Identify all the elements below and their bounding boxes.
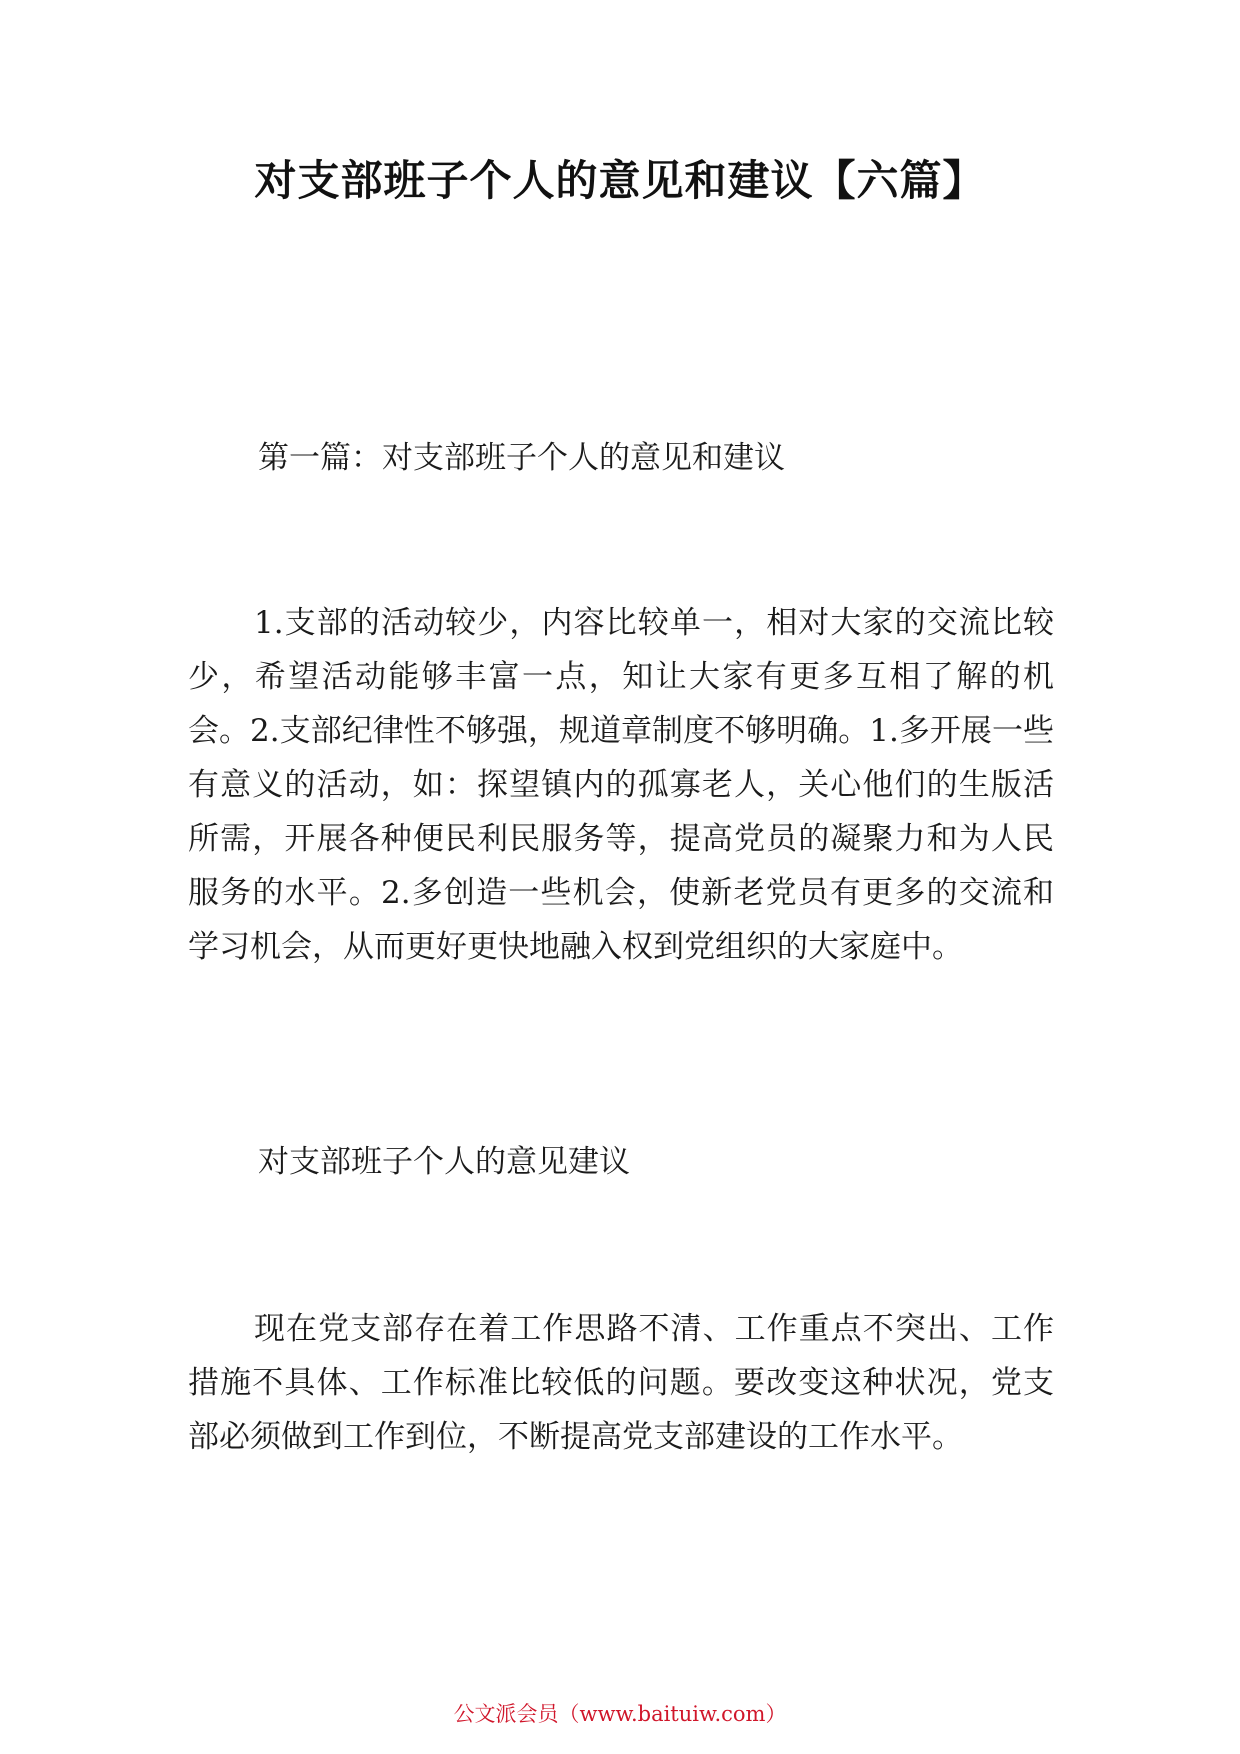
section-2-heading: 对支部班子个人的意见建议: [258, 1144, 630, 1180]
document-title: 对支部班子个人的意见和建议【六篇】: [254, 156, 986, 205]
section-1-paragraph: 1.支部的活动较少，内容比较单一，相对大家的交流比较少，希望活动能够丰富一点，知让大家有更多互相了解的机会。2.支部纪律性不够强，规道章制度不够明确。1.多开展一些有意义的活动，如：探望镇内的孤寡老人，关心他们的生版活所需，开展各种便民利民服务等，提高党员的凝聚力和为人民服务的水平。2.多创造一些机会，使新老党员有更多的交流和学习机会，从而更好更快地融入权到党组织的大家庭中。: [188, 605, 1054, 965]
section-2-paragraph: 现在党支部存在着工作思路不清、工作重点不突出、工作措施不具体、工作标准比较低的问题。要改变这种状况，党支部必须做到工作到位，不断提高党支部建设的工作水平。: [188, 1311, 1054, 1455]
section-1-heading: 第一篇：对支部班子个人的意见和建议: [258, 440, 785, 476]
footer-watermark: 公文派会员（www.baituiw.com）: [453, 1702, 787, 1726]
